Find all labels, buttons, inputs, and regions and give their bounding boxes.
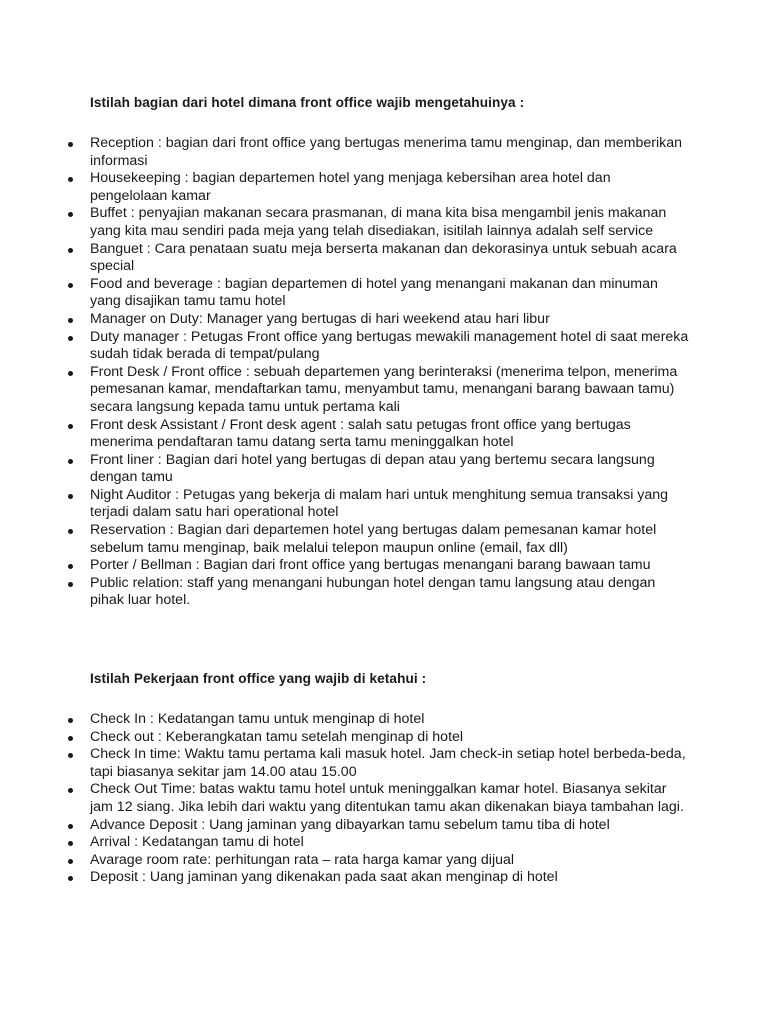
list-item: Avarage room rate: perhitungan rata – rata harga kamar yang dijual <box>90 852 690 870</box>
bullet-icon <box>68 283 73 288</box>
list-item: Duty manager : Petugas Front office yang bertugas mewakili management hotel di saat mereka sudah tidak berada di tempat/pulang <box>90 329 690 364</box>
section2-heading: Istilah Pekerjaan front office yang wajib di ketahui : <box>90 671 427 686</box>
list-item: Buffet : penyajian makanan secara prasmanan, di mana kita bisa mengambil jenis makanan yang kita mau sendiri pada meja yang telah disediakan, isitilah lainnya adalah self service <box>90 205 690 240</box>
section1-heading: Istilah bagian dari hotel dimana front office wajib mengetahuinya : <box>90 95 525 110</box>
list-item: Housekeeping : bagian departemen hotel yang menjaga kebersihan area hotel dan pengelolaan kamar <box>90 170 690 205</box>
bullet-icon <box>68 582 73 587</box>
list-item: Manager on Duty: Manager yang bertugas di hari weekend atau hari libur <box>90 311 690 329</box>
bullet-icon <box>68 318 73 323</box>
list-item: Check Out Time: batas waktu tamu hotel untuk meninggalkan kamar hotel. Biasanya sekitar jam 12 siang. Jika lebih dari waktu yang ditentukan tamu akan dikenakan biaya tambahan lagi. <box>90 781 690 816</box>
list-item: Check In time: Waktu tamu pertama kali masuk hotel. Jam check-in setiap hotel berbeda-beda, tapi biasanya sekitar jam 14.00 atau 15.00 <box>90 746 690 781</box>
list-item: Front Desk / Front office : sebuah departemen yang berinteraksi (menerima telpon, menerima pemesanan kamar, mendaftarkan tamu, menyambut tamu, menangani barang bawaan tamu) secara langsung kepada tamu untuk pertama kali <box>90 364 690 417</box>
bullet-icon <box>68 564 73 569</box>
bullet-icon <box>68 142 73 147</box>
bullet-icon <box>68 753 73 758</box>
section2-list <box>90 711 690 887</box>
list-item: Food and beverage : bagian departemen di hotel yang menangani makanan dan minuman yang disajikan tamu tamu hotel <box>90 276 690 311</box>
list-item: Reservation : Bagian dari departemen hotel yang bertugas dalam pemesanan kamar hotel sebelum tamu menginap, baik melalui telepon maupun online (email, fax dll) <box>90 522 690 557</box>
list-item: Public relation: staff yang menangani hubungan hotel dengan tamu langsung atau dengan pihak luar hotel. <box>90 575 690 610</box>
bullet-icon <box>68 424 73 429</box>
bullet-icon <box>68 212 73 217</box>
bullet-icon <box>68 371 73 376</box>
bullet-icon <box>68 529 73 534</box>
bullet-icon <box>68 177 73 182</box>
list-item: Front desk Assistant / Front desk agent : salah satu petugas front office yang bertugas menerima pendaftaran tamu datang serta tamu meninggalkan hotel <box>90 417 690 452</box>
list-item: Advance Deposit : Uang jaminan yang dibayarkan tamu sebelum tamu tiba di hotel <box>90 817 690 835</box>
list-item: Arrival : Kedatangan tamu di hotel <box>90 834 690 852</box>
bullet-icon <box>68 876 73 881</box>
bullet-icon <box>68 841 73 846</box>
list-item: Porter / Bellman : Bagian dari front office yang bertugas menangani barang bawaan tamu <box>90 557 690 575</box>
bullet-icon <box>68 824 73 829</box>
bullet-icon <box>68 718 73 723</box>
list-item: Check out : Keberangkatan tamu setelah menginap di hotel <box>90 729 690 747</box>
bullet-icon <box>68 336 73 341</box>
list-item: Banguet : Cara penataan suatu meja berserta makanan dan dekorasinya untuk sebuah acara special <box>90 241 690 276</box>
list-item: Front liner : Bagian dari hotel yang bertugas di depan atau yang bertemu secara langsung dengan tamu <box>90 452 690 487</box>
bullet-icon <box>68 248 73 253</box>
bullet-icon <box>68 736 73 741</box>
list-item: Reception : bagian dari front office yang bertugas menerima tamu menginap, dan memberikan informasi <box>90 135 690 170</box>
list-item: Deposit : Uang jaminan yang dikenakan pada saat akan menginap di hotel <box>90 869 690 887</box>
list-item: Check In : Kedatangan tamu untuk menginap di hotel <box>90 711 690 729</box>
bullet-icon <box>68 788 73 793</box>
bullet-icon <box>68 459 73 464</box>
bullet-icon <box>68 859 73 864</box>
list-item: Night Auditor : Petugas yang bekerja di malam hari untuk menghitung semua transaksi yang terjadi dalam satu hari operational hotel <box>90 487 690 522</box>
bullet-icon <box>68 494 73 499</box>
section1-list <box>90 135 690 610</box>
